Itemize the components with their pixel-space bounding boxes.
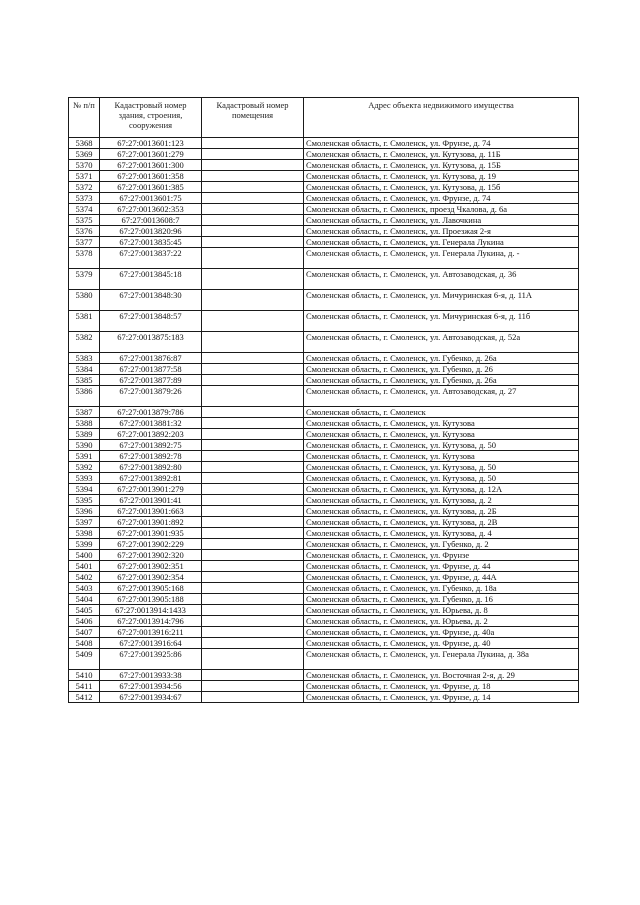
premises-cadastral-number-cell	[202, 429, 304, 440]
premises-cadastral-number-cell	[202, 462, 304, 473]
address-cell: Смоленская область, г. Смоленск, ул. Фрунзе, д. 74	[304, 138, 579, 149]
address-cell: Смоленская область, г. Смоленск, ул. Губенко, д. 18а	[304, 583, 579, 594]
premises-cadastral-number-cell	[202, 572, 304, 583]
building-cadastral-number-cell: 67:27:0013845:18	[100, 269, 202, 290]
table-row	[69, 638, 579, 649]
premises-cadastral-number-cell	[202, 484, 304, 495]
row-number-cell: 5392	[69, 462, 100, 473]
premises-cadastral-number-cell	[202, 583, 304, 594]
building-cadastral-number-cell: 67:27:0013914:1433	[100, 605, 202, 616]
address-cell: Смоленская область, г. Смоленск, ул. Лавочкина	[304, 215, 579, 226]
building-cadastral-number-cell: 67:27:0013901:41	[100, 495, 202, 506]
building-cadastral-number-cell: 67:27:0013879:786	[100, 407, 202, 418]
address-cell: Смоленская область, г. Смоленск, ул. Фрунзе, д. 14	[304, 692, 579, 703]
row-number-cell: 5381	[69, 311, 100, 332]
premises-cadastral-number-cell	[202, 506, 304, 517]
table-row	[69, 215, 579, 226]
address-cell: Смоленская область, г. Смоленск, ул. Кутузова, д. 50	[304, 462, 579, 473]
table-row	[69, 440, 579, 451]
building-cadastral-number-cell: 67:27:0013608:7	[100, 215, 202, 226]
premises-cadastral-number-cell	[202, 364, 304, 375]
header-premises-cadastral-number: Кадастровый номер помещения	[202, 98, 304, 138]
building-cadastral-number-cell: 67:27:0013601:300	[100, 160, 202, 171]
premises-cadastral-number-cell	[202, 495, 304, 506]
premises-cadastral-number-cell	[202, 594, 304, 605]
address-cell: Смоленская область, г. Смоленск, ул. Автозаводская, д. 52а	[304, 332, 579, 353]
table-row	[69, 418, 579, 429]
table-row	[69, 517, 579, 528]
building-cadastral-number-cell: 67:27:0013601:123	[100, 138, 202, 149]
row-number-cell: 5405	[69, 605, 100, 616]
row-number-cell: 5379	[69, 269, 100, 290]
row-number-cell: 5409	[69, 649, 100, 670]
premises-cadastral-number-cell	[202, 248, 304, 269]
address-cell: Смоленская область, г. Смоленск, ул. Восточная 2-я, д. 29	[304, 670, 579, 681]
address-cell: Смоленская область, г. Смоленск, ул. Кутузова, д. 12А	[304, 484, 579, 495]
row-number-cell: 5377	[69, 237, 100, 248]
building-cadastral-number-cell: 67:27:0013902:351	[100, 561, 202, 572]
premises-cadastral-number-cell	[202, 204, 304, 215]
row-number-cell: 5374	[69, 204, 100, 215]
address-cell: Смоленская область, г. Смоленск, ул. Фрунзе, д. 44А	[304, 572, 579, 583]
building-cadastral-number-cell: 67:27:0013925:86	[100, 649, 202, 670]
building-cadastral-number-cell: 67:27:0013848:57	[100, 311, 202, 332]
table-row	[69, 550, 579, 561]
row-number-cell: 5394	[69, 484, 100, 495]
address-cell: Смоленская область, г. Смоленск, ул. Автозаводская, д. 27	[304, 386, 579, 407]
building-cadastral-number-cell: 67:27:0013934:56	[100, 681, 202, 692]
building-cadastral-number-cell: 67:27:0013602:353	[100, 204, 202, 215]
row-number-cell: 5375	[69, 215, 100, 226]
row-number-cell: 5383	[69, 353, 100, 364]
building-cadastral-number-cell: 67:27:0013916:64	[100, 638, 202, 649]
table-row	[69, 681, 579, 692]
address-cell: Смоленская область, г. Смоленск, ул. Кутузова, д. 15б	[304, 182, 579, 193]
address-cell: Смоленская область, г. Смоленск, ул. Фрунзе, д. 74	[304, 193, 579, 204]
building-cadastral-number-cell: 67:27:0013881:32	[100, 418, 202, 429]
table-row	[69, 160, 579, 171]
row-number-cell: 5393	[69, 473, 100, 484]
premises-cadastral-number-cell	[202, 473, 304, 484]
table-row	[69, 616, 579, 627]
header-building-cadastral-number: Кадастровый номер здания, строения, сооружения	[100, 98, 202, 138]
row-number-cell: 5395	[69, 495, 100, 506]
address-cell: Смоленская область, г. Смоленск, ул. Кутузова	[304, 418, 579, 429]
building-cadastral-number-cell: 67:27:0013877:89	[100, 375, 202, 386]
table-row	[69, 594, 579, 605]
row-number-cell: 5389	[69, 429, 100, 440]
row-number-cell: 5400	[69, 550, 100, 561]
row-number-cell: 5384	[69, 364, 100, 375]
premises-cadastral-number-cell	[202, 332, 304, 353]
row-number-cell: 5371	[69, 171, 100, 182]
table-row	[69, 429, 579, 440]
address-cell: Смоленская область, г. Смоленск, ул. Автозаводская, д. 36	[304, 269, 579, 290]
table-row	[69, 364, 579, 375]
premises-cadastral-number-cell	[202, 451, 304, 462]
cadastral-register-table	[68, 97, 579, 703]
address-cell: Смоленская область, г. Смоленск, ул. Кутузова, д. 2В	[304, 517, 579, 528]
table-row	[69, 506, 579, 517]
building-cadastral-number-cell: 67:27:0013892:81	[100, 473, 202, 484]
address-cell: Смоленская область, г. Смоленск, проезд Чкалова, д. 6а	[304, 204, 579, 215]
premises-cadastral-number-cell	[202, 517, 304, 528]
table-row	[69, 290, 579, 311]
table-row	[69, 237, 579, 248]
table-row	[69, 204, 579, 215]
address-cell: Смоленская область, г. Смоленск, ул. Кутузова, д. 2Б	[304, 506, 579, 517]
address-cell: Смоленская область, г. Смоленск, ул. Мичуринская 6-я, д. 11б	[304, 311, 579, 332]
premises-cadastral-number-cell	[202, 440, 304, 451]
table-row	[69, 193, 579, 204]
address-cell: Смоленская область, г. Смоленск, ул. Мичуринская 6-я, д. 11А	[304, 290, 579, 311]
premises-cadastral-number-cell	[202, 226, 304, 237]
row-number-cell: 5408	[69, 638, 100, 649]
address-cell: Смоленская область, г. Смоленск, ул. Кутузова	[304, 429, 579, 440]
table-row	[69, 138, 579, 149]
building-cadastral-number-cell: 67:27:0013905:188	[100, 594, 202, 605]
premises-cadastral-number-cell	[202, 193, 304, 204]
building-cadastral-number-cell: 67:27:0013601:279	[100, 149, 202, 160]
address-cell: Смоленская область, г. Смоленск, ул. Кутузова, д. 2	[304, 495, 579, 506]
building-cadastral-number-cell: 67:27:0013848:30	[100, 290, 202, 311]
building-cadastral-number-cell: 67:27:0013601:75	[100, 193, 202, 204]
premises-cadastral-number-cell	[202, 386, 304, 407]
premises-cadastral-number-cell	[202, 627, 304, 638]
building-cadastral-number-cell: 67:27:0013902:354	[100, 572, 202, 583]
address-cell: Смоленская область, г. Смоленск, ул. Кутузова, д. 4	[304, 528, 579, 539]
table-row	[69, 649, 579, 670]
row-number-cell: 5390	[69, 440, 100, 451]
address-cell: Смоленская область, г. Смоленск, ул. Кутузова, д. 15Б	[304, 160, 579, 171]
row-number-cell: 5412	[69, 692, 100, 703]
address-cell: Смоленская область, г. Смоленск, ул. Губенко, д. 26	[304, 364, 579, 375]
table-row	[69, 311, 579, 332]
premises-cadastral-number-cell	[202, 692, 304, 703]
premises-cadastral-number-cell	[202, 138, 304, 149]
premises-cadastral-number-cell	[202, 539, 304, 550]
building-cadastral-number-cell: 67:27:0013934:67	[100, 692, 202, 703]
header-row-number: № п/п	[69, 98, 100, 138]
table-row	[69, 495, 579, 506]
building-cadastral-number-cell: 67:27:0013601:385	[100, 182, 202, 193]
table-row	[69, 473, 579, 484]
address-cell: Смоленская область, г. Смоленск, ул. Губенко, д. 26а	[304, 353, 579, 364]
header-address: Адрес объекта недвижимого имущества	[304, 98, 579, 138]
building-cadastral-number-cell: 67:27:0013905:168	[100, 583, 202, 594]
row-number-cell: 5372	[69, 182, 100, 193]
address-cell: Смоленская область, г. Смоленск, ул. Генерала Лукина	[304, 237, 579, 248]
table-row	[69, 627, 579, 638]
premises-cadastral-number-cell	[202, 311, 304, 332]
row-number-cell: 5386	[69, 386, 100, 407]
table-row	[69, 583, 579, 594]
address-cell: Смоленская область, г. Смоленск, ул. Кутузова	[304, 451, 579, 462]
row-number-cell: 5399	[69, 539, 100, 550]
building-cadastral-number-cell: 67:27:0013901:935	[100, 528, 202, 539]
premises-cadastral-number-cell	[202, 638, 304, 649]
table-row	[69, 528, 579, 539]
row-number-cell: 5388	[69, 418, 100, 429]
table-row	[69, 375, 579, 386]
row-number-cell: 5406	[69, 616, 100, 627]
table-row	[69, 182, 579, 193]
address-cell: Смоленская область, г. Смоленск, ул. Фрунзе, д. 44	[304, 561, 579, 572]
row-number-cell: 5403	[69, 583, 100, 594]
table-row	[69, 605, 579, 616]
premises-cadastral-number-cell	[202, 649, 304, 670]
building-cadastral-number-cell: 67:27:0013916:211	[100, 627, 202, 638]
row-number-cell: 5373	[69, 193, 100, 204]
table-row	[69, 353, 579, 364]
row-number-cell: 5385	[69, 375, 100, 386]
building-cadastral-number-cell: 67:27:0013933:38	[100, 670, 202, 681]
premises-cadastral-number-cell	[202, 215, 304, 226]
address-cell: Смоленская область, г. Смоленск, ул. Генерала Лукина, д. 38а	[304, 649, 579, 670]
building-cadastral-number-cell: 67:27:0013902:320	[100, 550, 202, 561]
table-row	[69, 561, 579, 572]
table-row	[69, 572, 579, 583]
address-cell: Смоленская область, г. Смоленск, ул. Генерала Лукина, д. -	[304, 248, 579, 269]
address-cell: Смоленская область, г. Смоленск	[304, 407, 579, 418]
building-cadastral-number-cell: 67:27:0013892:75	[100, 440, 202, 451]
building-cadastral-number-cell: 67:27:0013835:45	[100, 237, 202, 248]
table-row	[69, 484, 579, 495]
premises-cadastral-number-cell	[202, 418, 304, 429]
address-cell: Смоленская область, г. Смоленск, ул. Кутузова, д. 11Б	[304, 149, 579, 160]
row-number-cell: 5401	[69, 561, 100, 572]
building-cadastral-number-cell: 67:27:0013914:796	[100, 616, 202, 627]
row-number-cell: 5404	[69, 594, 100, 605]
address-cell: Смоленская область, г. Смоленск, ул. Юрьева, д. 8	[304, 605, 579, 616]
row-number-cell: 5376	[69, 226, 100, 237]
building-cadastral-number-cell: 67:27:0013837:22	[100, 248, 202, 269]
premises-cadastral-number-cell	[202, 269, 304, 290]
building-cadastral-number-cell: 67:27:0013876:87	[100, 353, 202, 364]
table-row	[69, 269, 579, 290]
table-row	[69, 407, 579, 418]
premises-cadastral-number-cell	[202, 407, 304, 418]
premises-cadastral-number-cell	[202, 616, 304, 627]
building-cadastral-number-cell: 67:27:0013820:96	[100, 226, 202, 237]
address-cell: Смоленская область, г. Смоленск, ул. Кутузова, д. 50	[304, 473, 579, 484]
building-cadastral-number-cell: 67:27:0013875:183	[100, 332, 202, 353]
row-number-cell: 5410	[69, 670, 100, 681]
address-cell: Смоленская область, г. Смоленск, ул. Фрунзе, д. 18	[304, 681, 579, 692]
building-cadastral-number-cell: 67:27:0013879:26	[100, 386, 202, 407]
row-number-cell: 5398	[69, 528, 100, 539]
row-number-cell: 5402	[69, 572, 100, 583]
table-row	[69, 332, 579, 353]
premises-cadastral-number-cell	[202, 375, 304, 386]
building-cadastral-number-cell: 67:27:0013892:80	[100, 462, 202, 473]
premises-cadastral-number-cell	[202, 550, 304, 561]
table-row	[69, 451, 579, 462]
address-cell: Смоленская область, г. Смоленск, ул. Юрьева, д. 2	[304, 616, 579, 627]
address-cell: Смоленская область, г. Смоленск, ул. Губенко, д. 26а	[304, 375, 579, 386]
row-number-cell: 5396	[69, 506, 100, 517]
table-row	[69, 462, 579, 473]
building-cadastral-number-cell: 67:27:0013892:78	[100, 451, 202, 462]
premises-cadastral-number-cell	[202, 528, 304, 539]
row-number-cell: 5380	[69, 290, 100, 311]
row-number-cell: 5407	[69, 627, 100, 638]
row-number-cell: 5378	[69, 248, 100, 269]
table-row	[69, 670, 579, 681]
address-cell: Смоленская область, г. Смоленск, ул. Губенко, д. 2	[304, 539, 579, 550]
table-header-row	[69, 98, 579, 138]
premises-cadastral-number-cell	[202, 605, 304, 616]
row-number-cell: 5397	[69, 517, 100, 528]
building-cadastral-number-cell: 67:27:0013901:663	[100, 506, 202, 517]
address-cell: Смоленская область, г. Смоленск, ул. Губенко, д. 16	[304, 594, 579, 605]
building-cadastral-number-cell: 67:27:0013902:229	[100, 539, 202, 550]
address-cell: Смоленская область, г. Смоленск, ул. Кутузова, д. 19	[304, 171, 579, 182]
building-cadastral-number-cell: 67:27:0013901:279	[100, 484, 202, 495]
address-cell: Смоленская область, г. Смоленск, ул. Проезжая 2-я	[304, 226, 579, 237]
premises-cadastral-number-cell	[202, 681, 304, 692]
table-body	[69, 138, 579, 703]
row-number-cell: 5391	[69, 451, 100, 462]
table-row	[69, 149, 579, 160]
table-row	[69, 539, 579, 550]
building-cadastral-number-cell: 67:27:0013901:892	[100, 517, 202, 528]
row-number-cell: 5382	[69, 332, 100, 353]
premises-cadastral-number-cell	[202, 160, 304, 171]
table-row	[69, 386, 579, 407]
table-row	[69, 226, 579, 237]
row-number-cell: 5370	[69, 160, 100, 171]
premises-cadastral-number-cell	[202, 290, 304, 311]
premises-cadastral-number-cell	[202, 237, 304, 248]
row-number-cell: 5369	[69, 149, 100, 160]
premises-cadastral-number-cell	[202, 171, 304, 182]
address-cell: Смоленская область, г. Смоленск, ул. Фрунзе, д. 40а	[304, 627, 579, 638]
building-cadastral-number-cell: 67:27:0013601:358	[100, 171, 202, 182]
premises-cadastral-number-cell	[202, 670, 304, 681]
address-cell: Смоленская область, г. Смоленск, ул. Фрунзе, д. 40	[304, 638, 579, 649]
premises-cadastral-number-cell	[202, 149, 304, 160]
table-row	[69, 692, 579, 703]
table-row	[69, 248, 579, 269]
building-cadastral-number-cell: 67:27:0013892:203	[100, 429, 202, 440]
row-number-cell: 5368	[69, 138, 100, 149]
premises-cadastral-number-cell	[202, 182, 304, 193]
table-row	[69, 171, 579, 182]
row-number-cell: 5387	[69, 407, 100, 418]
row-number-cell: 5411	[69, 681, 100, 692]
address-cell: Смоленская область, г. Смоленск, ул. Фрунзе	[304, 550, 579, 561]
address-cell: Смоленская область, г. Смоленск, ул. Кутузова, д. 50	[304, 440, 579, 451]
premises-cadastral-number-cell	[202, 353, 304, 364]
building-cadastral-number-cell: 67:27:0013877:58	[100, 364, 202, 375]
premises-cadastral-number-cell	[202, 561, 304, 572]
